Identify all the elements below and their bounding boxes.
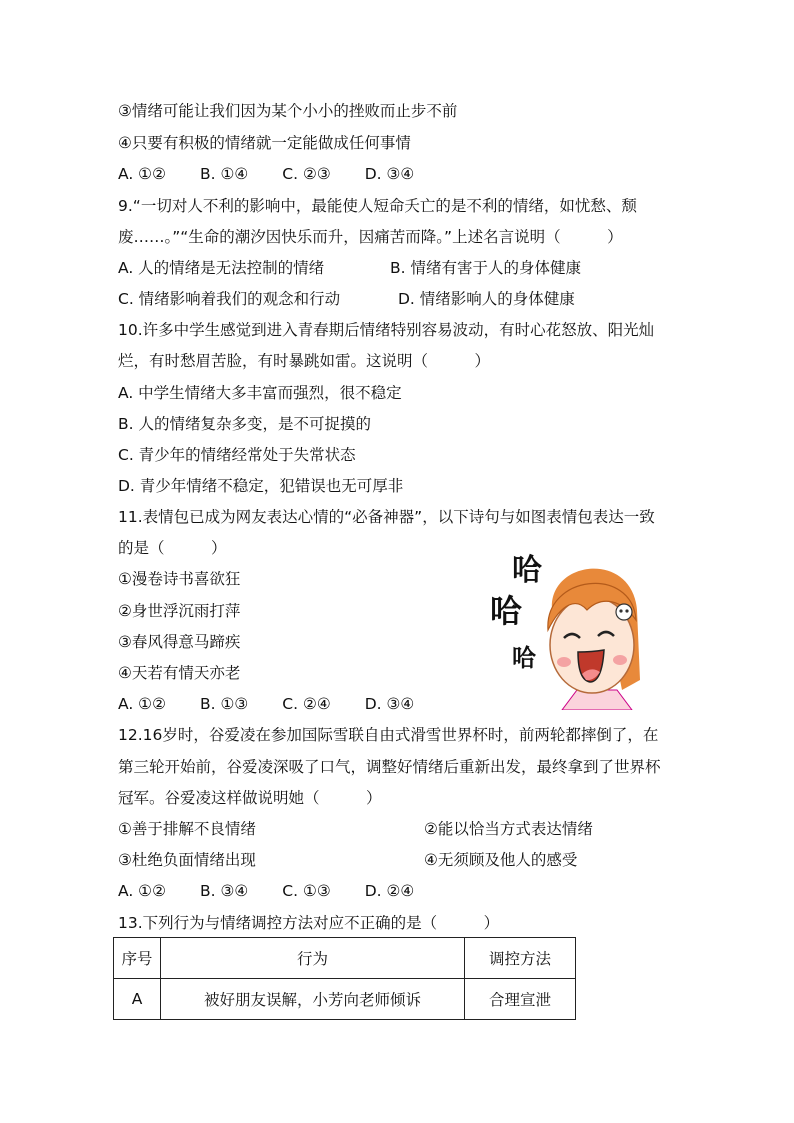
q10-option-d[interactable]: D. 青少年情绪不稳定，犯错误也无可厚非	[118, 477, 404, 495]
q11-stem-line1: 11.表情包已成为网友表达心情的“必备神器”，以下诗句与如图表情包表达一致	[118, 508, 655, 526]
q13-stem: 13.下列行为与情绪调控方法对应不正确的是（ ）	[118, 914, 500, 932]
q12-statement-2: ②能以恰当方式表达情绪	[424, 820, 593, 838]
q11-statement-2: ②身世浮沉雨打萍	[118, 602, 241, 620]
q9-options-row2	[118, 289, 678, 309]
q12-option-b[interactable]: B. ③④	[199, 882, 249, 900]
table-header-cell: 行为	[161, 938, 465, 979]
q12-options	[118, 881, 448, 901]
q11-statement-1: ①漫卷诗书喜欲狂	[118, 570, 241, 588]
q12-stem-line2: 第三轮开始前，谷爱凌深吸了口气，调整好情绪后重新出发，最终拿到了世界杯	[118, 758, 661, 776]
laughing-girl-sticker-image	[482, 540, 642, 710]
table-header-cell: 序号	[114, 938, 161, 979]
table-cell: 被好朋友误解，小芳向老师倾诉	[161, 979, 465, 1020]
q8-statement-3: ③情绪可能让我们因为某个小小的挫败而止步不前	[118, 102, 458, 120]
q11-stem-line2: 的是（ ）	[118, 539, 227, 557]
sticker-ha-3: 哈	[512, 644, 536, 672]
q9-option-b[interactable]: B. 情绪有害于人的身体健康	[390, 259, 581, 277]
q9-option-d[interactable]: D. 情绪影响人的身体健康	[398, 290, 575, 308]
q11-option-a[interactable]: A. ①②	[118, 695, 166, 713]
q12-option-d[interactable]: D. ②④	[364, 882, 415, 900]
q12-option-a[interactable]: A. ①②	[118, 882, 166, 900]
q12-stem-line3: 冠军。谷爱凌这样做说明她（ ）	[118, 789, 382, 807]
q11-statement-3: ③春风得意马蹄疾	[118, 633, 241, 651]
q12-statement-4: ④无须顾及他人的感受	[424, 851, 578, 869]
q8-option-b[interactable]: B. ①④	[199, 165, 249, 183]
q13-table	[113, 937, 576, 1020]
q9-stem-line1: 9.“一切对人不利的影响中，最能使人短命夭亡的是不利的情绪，如忧愁、颓	[118, 197, 637, 215]
table-header-row	[114, 938, 576, 979]
table-cell: A	[114, 979, 161, 1020]
q11-statement-4: ④天若有情天亦老	[118, 664, 241, 682]
q12-statement-1: ①善于排解不良情绪	[118, 820, 256, 838]
table-cell: 合理宣泄	[465, 979, 576, 1020]
q10-option-c[interactable]: C. 青少年的情绪经常处于失常状态	[118, 446, 356, 464]
q12-statement-3: ③杜绝负面情绪出现	[118, 851, 256, 869]
q12-statements-row2	[118, 850, 678, 870]
q9-option-a[interactable]: A. 人的情绪是无法控制的情绪	[118, 259, 325, 277]
q8-options	[118, 164, 448, 184]
sticker-ha-1: 哈	[512, 553, 542, 588]
q10-stem-line1: 10.许多中学生感觉到进入青春期后情绪特别容易波动，有时心花怒放、阳光灿	[118, 321, 655, 339]
q8-statement-4: ④只要有积极的情绪就一定能做成任何事情	[118, 134, 411, 152]
q12-option-c[interactable]: C. ①③	[282, 882, 331, 900]
q8-option-d[interactable]: D. ③④	[364, 165, 415, 183]
q12-statements-row1	[118, 819, 678, 839]
q9-option-c[interactable]: C. 情绪影响着我们的观念和行动	[118, 290, 341, 308]
q10-option-b[interactable]: B. 人的情绪复杂多变，是不可捉摸的	[118, 415, 371, 433]
q11-options	[118, 694, 448, 714]
table-header-cell: 调控方法	[465, 938, 576, 979]
q11-option-b[interactable]: B. ①③	[199, 695, 249, 713]
q8-option-c[interactable]: C. ②③	[282, 165, 331, 183]
q10-stem-line2: 烂，有时愁眉苦脸，有时暴跳如雷。这说明（ ）	[118, 352, 491, 370]
q8-option-a[interactable]: A. ①②	[118, 165, 166, 183]
q10-option-a[interactable]: A. 中学生情绪大多丰富而强烈，很不稳定	[118, 384, 402, 402]
q12-stem-line1: 12.16岁时，谷爱凌在参加国际雪联自由式滑雪世界杯时，前两轮都摔倒了，在	[118, 726, 659, 744]
q9-stem-line2: 废……。”“生命的潮汐因快乐而升，因痛苦而降。”上述名言说明（ ）	[118, 228, 623, 246]
q11-option-c[interactable]: C. ②④	[282, 695, 331, 713]
table-row	[114, 979, 576, 1020]
q11-option-d[interactable]: D. ③④	[364, 695, 415, 713]
sticker-ha-2: 哈	[490, 592, 523, 630]
q9-options-row1	[118, 258, 678, 278]
